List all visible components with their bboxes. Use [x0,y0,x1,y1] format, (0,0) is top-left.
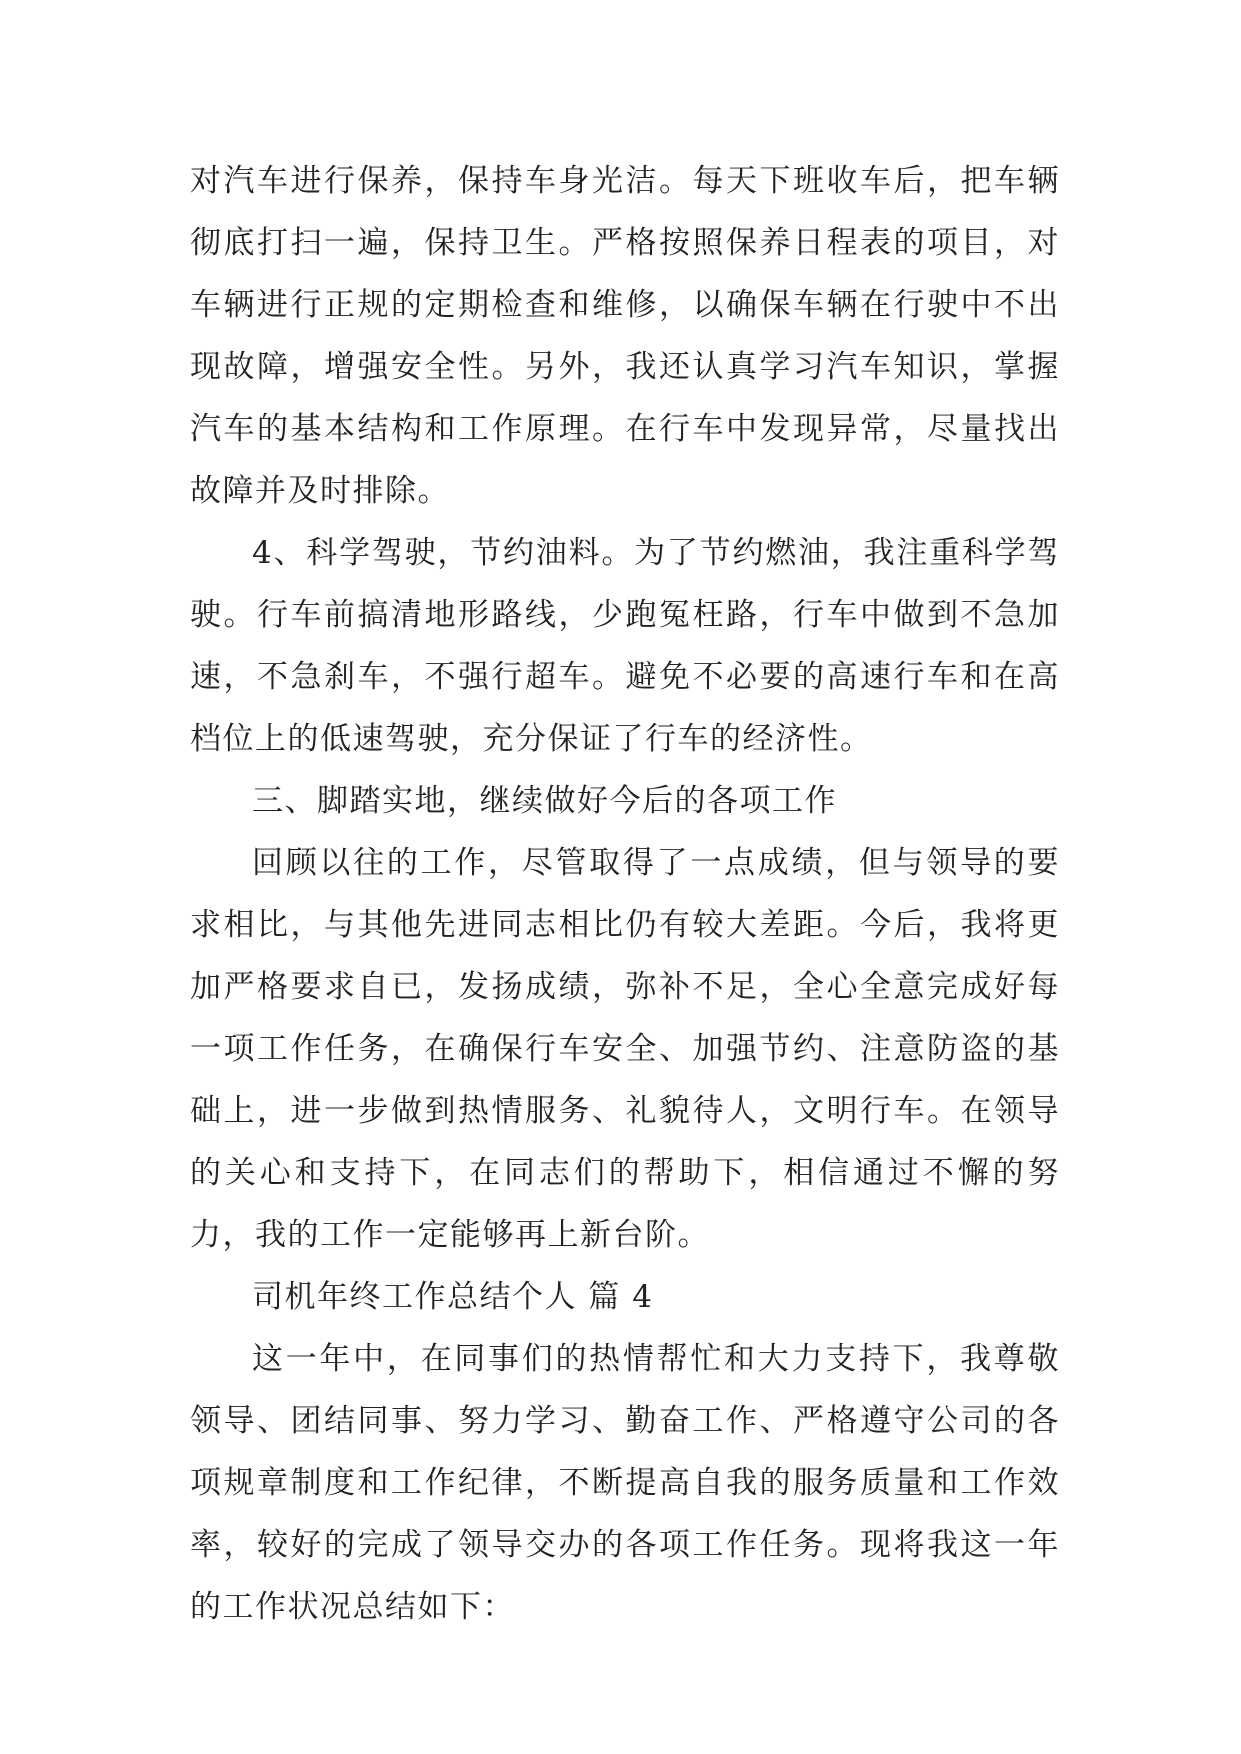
document-body [190,150,1060,1638]
section-heading-future-work: 三、脚踏实地，继续做好今后的各项工作 [252,783,837,819]
paragraph-year-summary-intro: 这一年中，在同事们的热情帮忙和大力支持下，我尊敬领导、团结同事、努力学习、勤奋工作、严格遵守公司的各项规章制度和工作纪律，不断提高自我的服务质量和工作效率，较好的完成了领导交办的各项工作任务。现将我这一年的工作状况总结如下： [190,1341,1060,1625]
paragraph-review-past-work: 回顾以往的工作，尽管取得了一点成绩，但与领导的要求相比，与其他先进同志相比仍有较大差距。今后，我将更加严格要求自已，发扬成绩，弥补不足，全心全意完成好每一项工作任务，在确保行车安全、加强节约、注意防盗的基础上，进一步做到热情服务、礼貌待人，文明行车。在领导的关心和支持下，在同志们的帮助下，相信通过不懈的努力，我的工作一定能够再上新台阶。 [190,845,1060,1253]
paragraph-scientific-driving: 4、科学驾驶，节约油料。为了节约燃油，我注重科学驾驶。行车前搞清地形路线，少跑冤枉路，行车中做到不急加速，不急刹车，不强行超车。避免不必要的高速行车和在高档位上的低速驾驶，充分保证了行车的经济性。 [190,535,1060,757]
article-title-part-4: 司机年终工作总结个人 篇 4 [252,1279,654,1315]
paragraph-vehicle-maintenance: 对汽车进行保养，保持车身光洁。每天下班收车后，把车辆彻底打扫一遍，保持卫生。严格按照保养日程表的项目，对车辆进行正规的定期检查和维修，以确保车辆在行驶中不出现故障，增强安全性。另外，我还认真学习汽车知识，掌握汽车的基本结构和工作原理。在行车中发现异常，尽量找出故障并及时排除。 [190,163,1060,509]
